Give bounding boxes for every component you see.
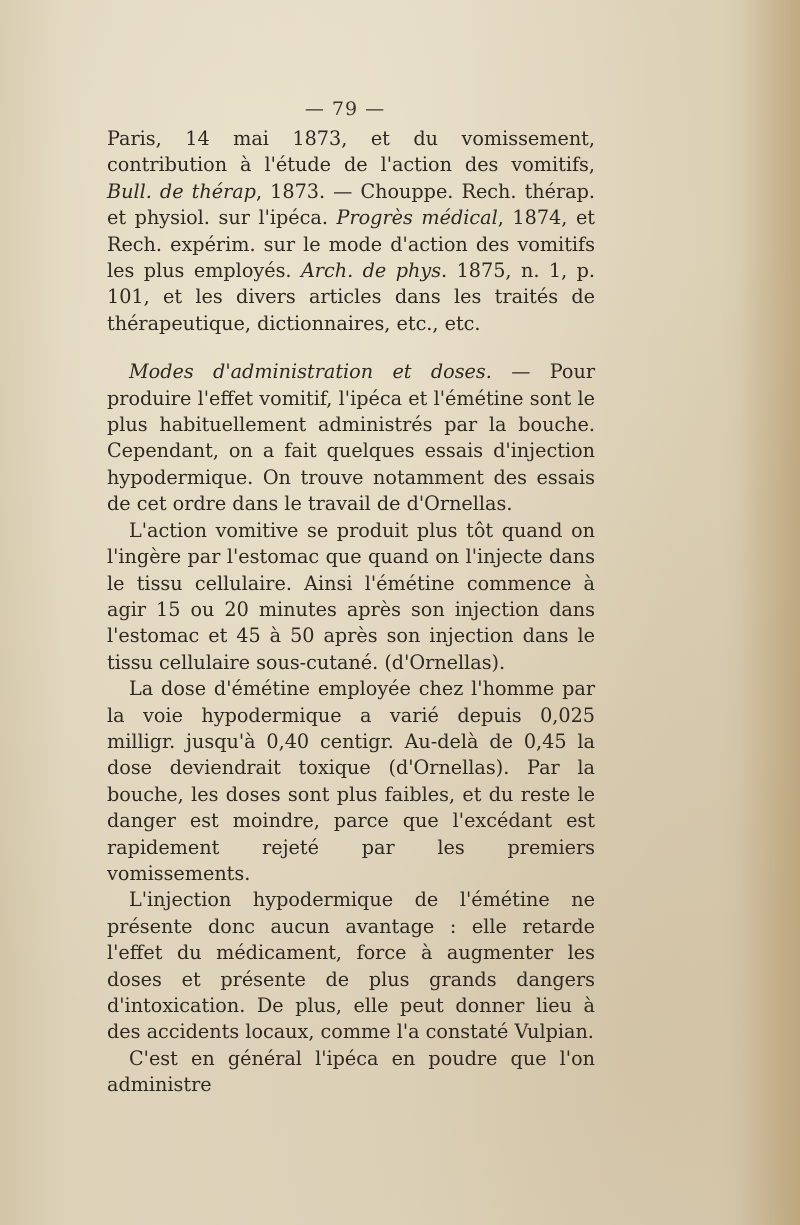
paragraph-dose [107,676,595,887]
page-number: — 79 — [304,98,386,120]
text-segment: C'est en général l'ipéca en poudre que l'on administre [107,1046,595,1097]
text-segment: , 1873. — Chouppe. Rech. thérap. et physiol. sur l'ipéca. [107,179,596,230]
text-segment: — Pour produire l'effet vomitif, l'ipéca et l'émétine sont le plus habituellement administrés par la bouche. Cependant, on a fait quelques essais d'injection hypodermique. On trouve notamment des essais de cet ordre dans le travail de d'Ornellas. [107,360,595,516]
text-segment: L'injection hypodermique de l'émétine ne présente donc aucun avantage : elle retarde l'effet du médicament, force à augmenter les doses et présente de plus grands dangers d'intoxication. De plus, elle peut donner lieu à des accidents locaux, comme l'a constaté Vulpian. [107,888,595,1044]
text-segment: . 1875, n. 1, p. 101, et les divers articles dans les traités de thérapeutique, dictionnaires, etc., etc. [107,259,595,335]
text-segment: , 1874, et Rech. expérim. sur le mode d'action des vomitifs les plus employés. [107,206,596,283]
paragraph-references [107,126,595,337]
italic-segment: Arch. de phys [300,259,442,283]
text-segment: La dose d'émétine employée chez l'homme par la voie hypodermique a varié depuis 0,025 milligr. jusqu'à 0,40 centigr. Au-delà de 0,45 la dose deviendrait toxique (d'Ornellas). Par la bouche, les doses sont plus faibles, et du reste le danger est moindre, parce que l'excédant est rapidement rejeté par les premiers vomissements. [107,677,595,885]
body-text [107,126,595,1099]
paragraph-ipeca-poudre [107,1046,595,1099]
page-edge-stain [740,0,800,1225]
italic-segment: Progrès médical [336,206,498,230]
section-heading: Modes d'administration et doses. [129,360,492,384]
paragraph-injection [107,887,595,1045]
paragraph-gap [107,337,595,359]
paragraph-modes-administration [107,359,595,517]
paragraph-action-vomitive [107,518,595,676]
text-segment: Paris, 14 mai 1873, et du vomissement, contribution à l'étude de l'action des vomitifs, [107,127,595,177]
italic-segment: Bull. de thérap [107,179,256,203]
text-segment: L'action vomitive se produit plus tôt quand on l'ingère par l'estomac que quand on l'injecte dans le tissu cellulaire. Ainsi l'émétine commence à agir 15 ou 20 minutes après son injection dans l'estomac et 45 à 50 après son injection dans le tissu cellulaire sous-cutané. (d'Ornellas). [107,518,595,674]
